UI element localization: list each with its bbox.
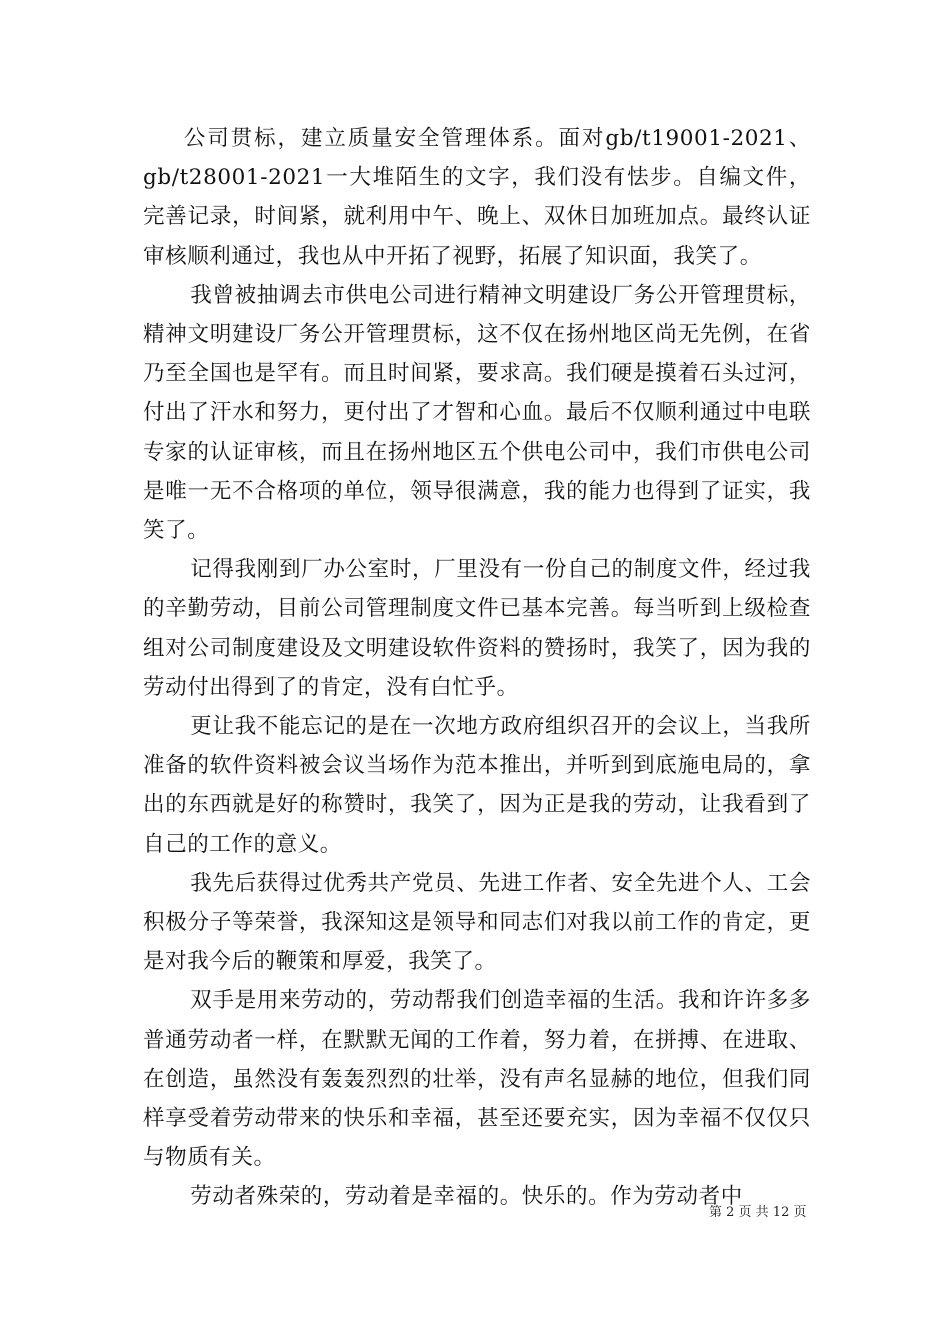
paragraph-5: 我先后获得过优秀共产党员、先进工作者、安全先进个人、工会积极分子等荣誉，我深知这是领导和同志们对我以前工作的肯定，更是对我今后的鞭策和厚爱，我笑了。	[143, 870, 811, 975]
paragraph-7: 劳动者殊荣的，劳动着是幸福的。快乐的。作为劳动者中	[190, 1184, 743, 1210]
page-number-footer: 第 2 页 共 12 页	[709, 1205, 807, 1220]
paragraph-4: 更让我不能忘记的是在一次地方政府组织召开的会议上，当我所准备的软件资料被会议当场作为范本推出，并听到到底施电局的，拿出的东西就是好的称赞时，我笑了，因为正是我的劳动，让我看到了自己的工作的意义。	[143, 714, 811, 857]
paragraph-2: 我曾被抽调去市供电公司进行精神文明建设厂务公开管理贯标，精神文明建设厂务公开管理贯标，这不仅在扬州地区尚无先例，在省乃至全国也是罕有。而且时间紧，要求高。我们硬是摸着石头过河，付出了汗水和努力，更付出了才智和心血。最后不仅顺利通过中电联专家的认证审核，而且在扬州地区五个供电公司中，我们市供电公司是唯一无不合格项的单位，领导很满意，我的能力也得到了证实，我笑了。	[143, 282, 811, 544]
document-body	[143, 119, 811, 1217]
paragraph-3: 记得我刚到厂办公室时，厂里没有一份自己的制度文件，经过我的辛勤劳动，目前公司管理制度文件已基本完善。每当听到上级检查组对公司制度建设及文明建设软件资料的赞扬时，我笑了，因为我的劳动付出得到了的肯定，没有白忙乎。	[143, 557, 811, 700]
paragraph-6: 双手是用来劳动的，劳动帮我们创造幸福的生活。我和许许多多普通劳动者一样，在默默无闻的工作着，努力着，在拼搏、在进取、在创造，虽然没有轰轰烈烈的壮举，没有声名显赫的地位，但我们同样享受着劳动带来的快乐和幸福，甚至还要充实，因为幸福不仅仅只与物质有关。	[143, 988, 811, 1171]
paragraph-1: 公司贯标，建立质量安全管理体系。面对gb/t19001-2021、gb/t28001-2021一大堆陌生的文字，我们没有怯步。自编文件，完善记录，时间紧，就利用中午、晚上、双休日加班加点。最终认证审核顺利通过，我也从中开拓了视野，拓展了知识面，我笑了。	[143, 126, 811, 269]
